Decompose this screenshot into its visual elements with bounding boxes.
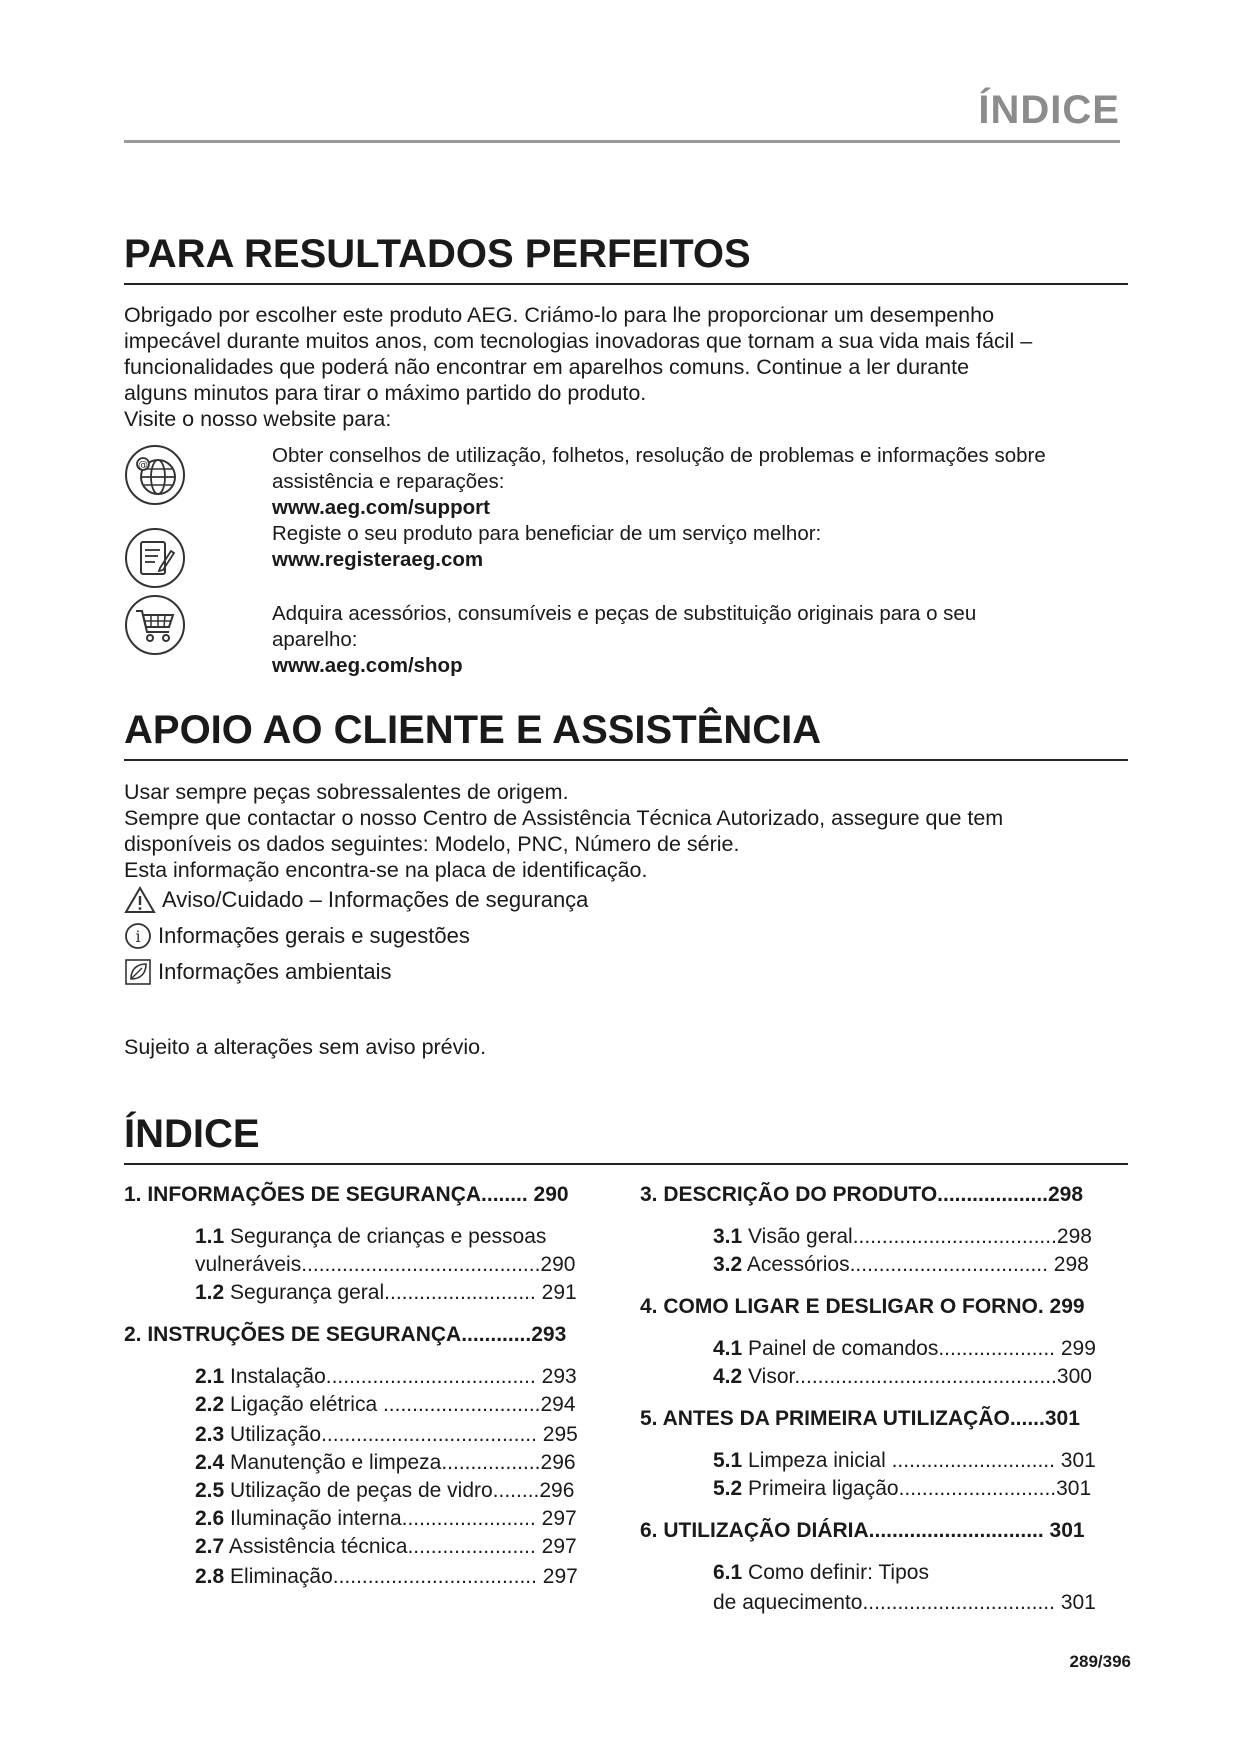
customer-care-divider	[124, 759, 1128, 761]
toc-item-2-6[interactable]	[195, 1507, 577, 1531]
toc-item-number: 5.2	[713, 1477, 743, 1500]
leaf-icon	[124, 958, 152, 986]
toc-item-label: Visor.............................................300	[742, 1365, 1092, 1388]
toc-item-number: 4.1	[713, 1337, 743, 1360]
toc-item-number: 2.5	[195, 1479, 225, 1502]
toc-item-1-2[interactable]	[195, 1281, 577, 1305]
notice-text: Sujeito a alterações sem aviso prévio.	[124, 1035, 487, 1059]
toc-item-3-2[interactable]	[713, 1253, 1089, 1277]
toc-section-6[interactable]: 6. UTILIZAÇÃO DIÁRIA.............................. 301	[640, 1519, 1085, 1542]
toc-item-label: Visão geral...................................298	[742, 1225, 1092, 1248]
toc-item-number: 2.4	[195, 1451, 225, 1474]
toc-item-3-1[interactable]	[713, 1225, 1092, 1249]
toc-item-label: Segurança geral.......................... 291	[224, 1281, 577, 1304]
toc-item-label: Iluminação interna....................... 297	[224, 1507, 577, 1530]
toc-item-2-8[interactable]	[195, 1565, 578, 1589]
globe-icon	[124, 444, 186, 506]
toc-item-number: 2.2	[195, 1393, 225, 1416]
toc-item-number: 5.1	[713, 1449, 743, 1472]
toc-title: ÍNDICE	[124, 1112, 260, 1156]
toc-item-2-1[interactable]	[195, 1365, 577, 1389]
toc-item-label: Instalação.................................... 293	[224, 1365, 577, 1388]
intro-line: Obrigado por escolher este produto AEG. Criámo-lo para lhe proporcionar um desempenho	[124, 303, 995, 327]
warning-icon	[124, 886, 156, 914]
header-divider	[124, 140, 1120, 143]
toc-item-2-2[interactable]	[195, 1393, 576, 1417]
legend-env-label: Informações ambientais	[158, 959, 392, 984]
toc-item-label: Primeira ligação...........................301	[742, 1477, 1092, 1500]
toc-item-4-1[interactable]	[713, 1337, 1096, 1361]
toc-item-number: 2.7	[195, 1535, 225, 1558]
support-text: Obter conselhos de utilização, folhetos, resolução de problemas e informações sobre	[272, 444, 1046, 467]
customer-care-title: APOIO AO CLIENTE E ASSISTÊNCIA	[124, 708, 822, 752]
toc-section-1[interactable]: 1. INFORMAÇÕES DE SEGURANÇA........ 290	[124, 1183, 569, 1206]
toc-item-5-1[interactable]	[713, 1449, 1096, 1473]
toc-item-4-2[interactable]	[713, 1365, 1092, 1389]
customer-care-line: Esta informação encontra-se na placa de identificação.	[124, 858, 648, 882]
svg-text:i: i	[135, 927, 141, 946]
register-product-icon	[124, 527, 186, 589]
toc-section-5[interactable]: 5. ANTES DA PRIMEIRA UTILIZAÇÃO......301	[640, 1407, 1080, 1430]
toc-item-label: Ligação elétrica ...........................294	[224, 1393, 576, 1416]
customer-care-text	[124, 779, 1124, 883]
toc-item-label: Assistência técnica...................... 297	[224, 1535, 577, 1558]
customer-care-line: disponíveis os dados seguintes: Modelo, PNC, Número de série.	[124, 832, 740, 856]
toc-item-label: Eliminação................................... 297	[224, 1565, 578, 1588]
toc-item-1-1-cont[interactable]: vulneráveis.........................................290	[195, 1253, 576, 1276]
shop-text: Adquira acessórios, consumíveis e peças de substituição originais para o seu	[272, 602, 977, 625]
info-icon	[124, 922, 152, 950]
toc-item-2-3[interactable]	[195, 1423, 578, 1447]
toc-item-2-4[interactable]	[195, 1451, 576, 1475]
intro-line: Visite o nosso website para:	[124, 407, 392, 431]
toc-item-number: 1.1	[195, 1225, 225, 1248]
toc-item-label: Acessórios.................................. 298	[742, 1253, 1089, 1276]
toc-item-number: 4.2	[713, 1365, 743, 1388]
toc-section-3[interactable]: 3. DESCRIÇÃO DO PRODUTO...................298	[640, 1183, 1084, 1206]
support-block	[272, 443, 1132, 573]
shop-text: aparelho:	[272, 628, 358, 651]
register-link[interactable]: www.registeraeg.com	[272, 548, 484, 571]
toc-item-label: Painel de comandos.................... 299	[742, 1337, 1096, 1360]
toc-item-number: 2.3	[195, 1423, 225, 1446]
toc-divider	[124, 1163, 1128, 1165]
legend-warning	[124, 886, 588, 914]
toc-item-number: 6.1	[713, 1561, 743, 1584]
toc-item-label: Utilização de peças de vidro........296	[224, 1479, 575, 1502]
toc-item-label: Segurança de crianças e pessoas	[224, 1225, 547, 1248]
shopping-cart-icon	[124, 594, 186, 656]
perfect-results-intro	[124, 302, 1124, 432]
support-text: assistência e reparações:	[272, 470, 505, 493]
toc-item-label: Manutenção e limpeza.................296	[224, 1451, 576, 1474]
toc-item-number: 3.1	[713, 1225, 743, 1248]
legend-environment	[124, 958, 392, 986]
customer-care-line: Usar sempre peças sobressalentes de origem.	[124, 780, 569, 804]
shop-block	[272, 601, 1132, 679]
shop-link[interactable]: www.aeg.com/shop	[272, 654, 463, 677]
toc-item-label: Limpeza inicial ............................ 301	[742, 1449, 1096, 1472]
register-text: Registe o seu produto para beneficiar de um serviço melhor:	[272, 522, 822, 545]
perfect-results-divider	[124, 283, 1128, 285]
toc-item-label: Utilização..................................... 295	[224, 1423, 578, 1446]
page-number: 289/396	[1069, 1652, 1131, 1671]
toc-item-number: 3.2	[713, 1253, 743, 1276]
toc-item-5-2[interactable]	[713, 1477, 1091, 1501]
toc-item-number: 2.6	[195, 1507, 225, 1530]
toc-section-2[interactable]: 2. INSTRUÇÕES DE SEGURANÇA............293	[124, 1323, 567, 1346]
customer-care-line: Sempre que contactar o nosso Centro de Assistência Técnica Autorizado, assegure que tem	[124, 806, 1004, 830]
toc-item-2-7[interactable]	[195, 1535, 577, 1559]
legend-info	[124, 922, 470, 950]
toc-item-number: 2.8	[195, 1565, 225, 1588]
intro-line: funcionalidades que poderá não encontrar em aparelhos comuns. Continue a ler durante	[124, 355, 970, 379]
header-title: ÍNDICE	[978, 88, 1120, 132]
intro-line: impecável durante muitos anos, com tecnologias inovadoras que tornam a sua vida mais fácil –	[124, 329, 1033, 353]
toc-item-1-1[interactable]	[195, 1225, 546, 1249]
svg-text:@: @	[138, 460, 148, 471]
intro-line: alguns minutos para tirar o máximo partido do produto.	[124, 381, 647, 405]
toc-item-label: Como definir: Tipos	[742, 1561, 929, 1584]
toc-section-4[interactable]: 4. COMO LIGAR E DESLIGAR O FORNO. 299	[640, 1295, 1085, 1318]
toc-item-number: 1.2	[195, 1281, 225, 1304]
toc-item-2-5[interactable]	[195, 1479, 574, 1503]
toc-item-6-1-cont[interactable]: de aquecimento................................. 301	[713, 1591, 1096, 1614]
legend-info-label: Informações gerais e sugestões	[158, 923, 470, 948]
toc-item-6-1[interactable]	[713, 1561, 929, 1585]
legend-warning-label: Aviso/Cuidado – Informações de segurança	[162, 887, 589, 912]
support-link[interactable]: www.aeg.com/support	[272, 496, 490, 519]
perfect-results-title: PARA RESULTADOS PERFEITOS	[124, 232, 751, 276]
toc-item-number: 2.1	[195, 1365, 225, 1388]
